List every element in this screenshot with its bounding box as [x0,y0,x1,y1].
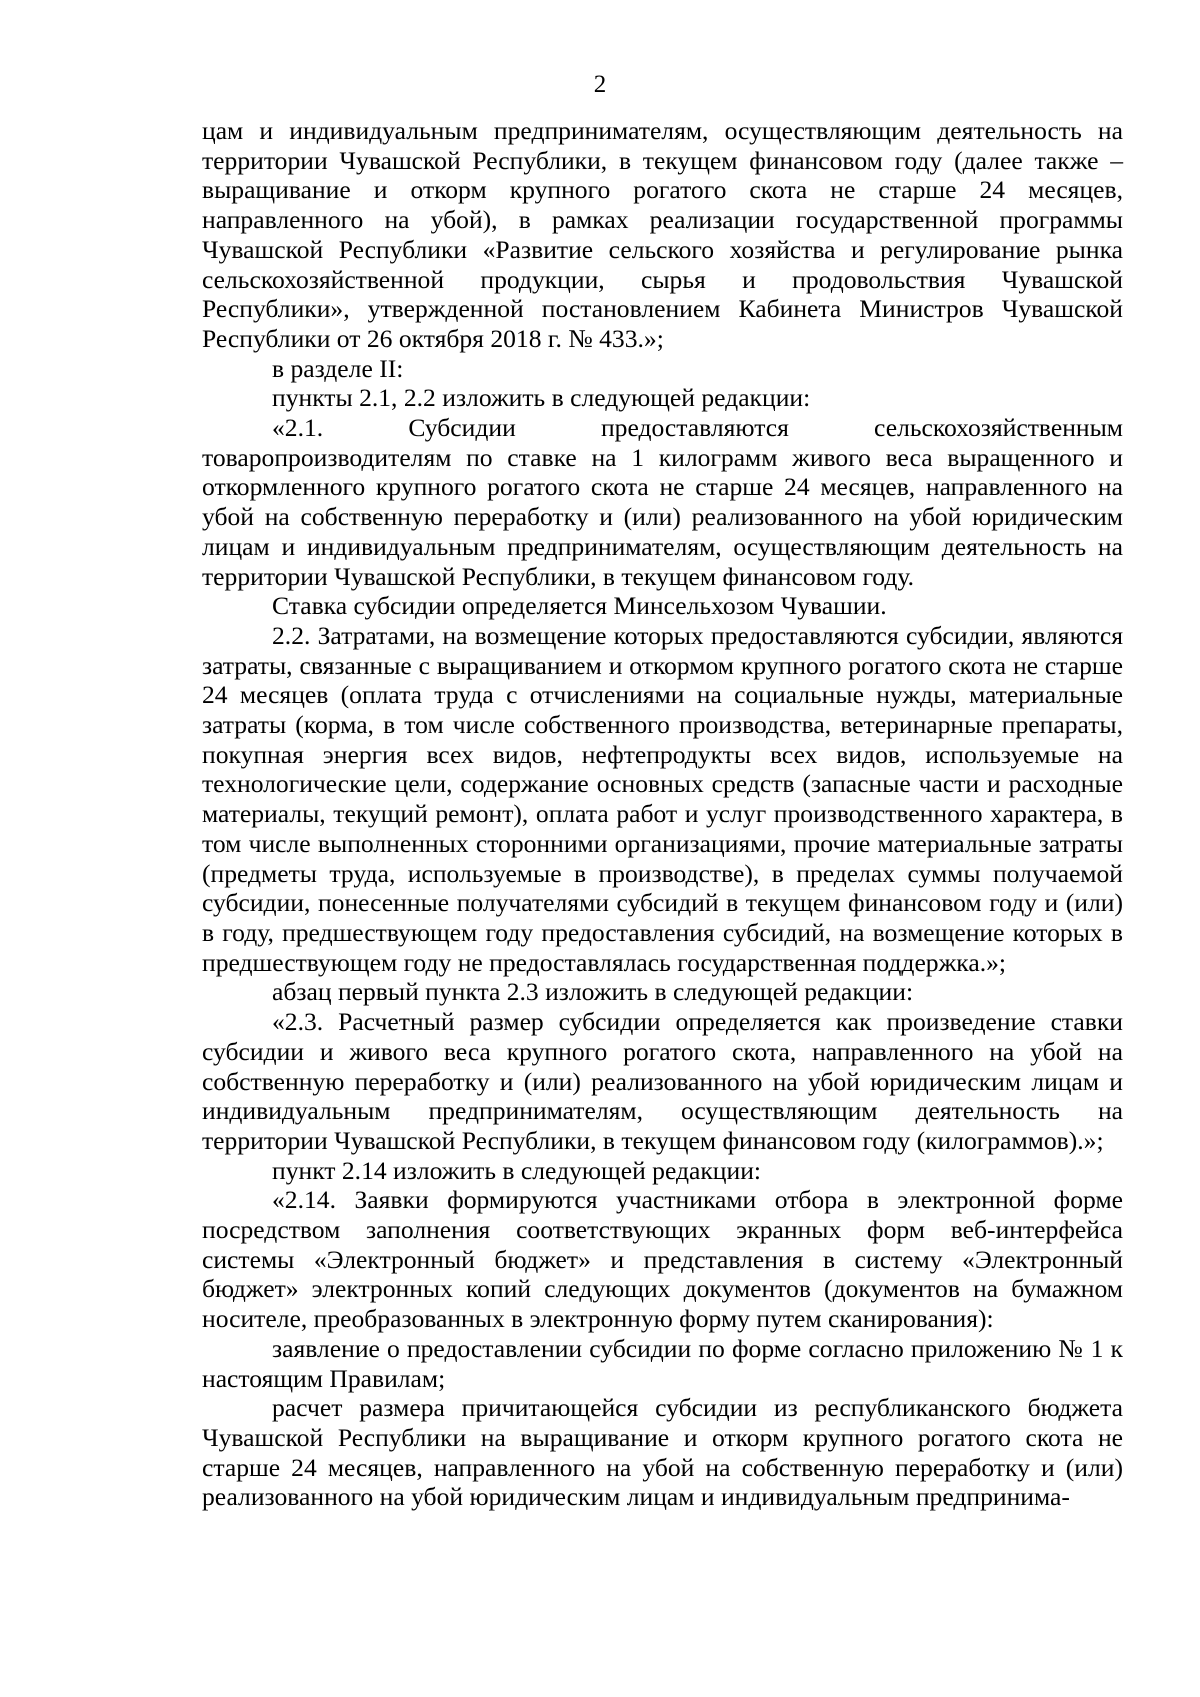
paragraph-application: заявление о предоставлении субсидии по форме согласно приложению № 1 к настоящим Правилам; [202,1333,1123,1393]
paragraph-rate: Ставка субсидии определяется Минсельхозом Чувашии. [272,591,887,621]
paragraph-point-2-3-intro: абзац первый пункта 2.3 изложить в следующей редакции: [272,977,914,1007]
paragraph-point-2-3: «2.3. Расчетный размер субсидии определяется как произведение ставки субсидии и живого веса крупного рогатого скота, направленного на убой на собственную переработку и (или) реализованного на убой юридическим лицам и индивидуальным предпринимателям, осуществляющим деятельность на территории Чувашской Республики, в текущем финансовом году (килограммов).»; [202,1007,1123,1155]
paragraph-point-2-14-intro: пункт 2.14 изложить в следующей редакции: [272,1155,762,1185]
paragraph-point-2-2: 2.2. Затратами, на возмещение которых предоставляются субсидии, являются затраты, связанные с выращиванием и откормом крупного рогатого скота не старше 24 месяцев (оплата труда с отчислениями на социальные нужды, материальные затраты (корма, в том числе собственного производства, ветеринарные препараты, покупная энергия всех видов, нефтепродукты всех видов, используемые на технологические цели, содержание основных средств (запасные части и расходные материалы, текущий ремонт), оплата работ и услуг производственного характера, в том числе выполненных сторонними организациями, прочие материальные затраты (предметы труда, используемые в производстве), в пределах суммы получаемой субсидии, понесенные получателями субсидий в текущем финансовом году и (или) в году, предшествующем году предоставления субсидий, на возмещение которых в предшествующем году не предоставлялась государственная поддержка.»; [202,620,1123,977]
paragraph-points-intro: пункты 2.1, 2.2 изложить в следующей редакции: [272,383,811,413]
paragraph-calculation: расчет размера причитающейся субсидии из республиканского бюджета Чувашской Республики на выращивание и откорм крупного рогатого скота не старше 24 месяцев, направленного на убой на собственную переработку и (или) реализованного на убой юридическим лицам и индивидуальным предпринима- [202,1393,1123,1512]
paragraph-continuation: цам и индивидуальным предпринимателям, осуществляющим деятельность на территории Чувашской Республики, в текущем финансовом году (далее также – выращивание и откорм крупного рогатого скота не старше 24 месяцев, направленного на убой), в рамках реализации государственной программы Чувашской Республики «Развитие сельского хозяйства и регулирование рынка сельскохозяйственной продукции, сырья и продовольствия Чувашской Республики», утвержденной постановлением Кабинета Министров Чувашской Республики от 26 октября 2018 г. № 433.»; [202,116,1123,353]
paragraph-point-2-14: «2.14. Заявки формируются участниками отбора в электронной форме посредством заполнения соответствующих экранных форм веб-интерфейса системы «Электронный бюджет» и представления в систему «Электронный бюджет» электронных копий следующих документов (документов на бумажном носителе, преобразованных в электронную форму путем сканирования): [202,1185,1123,1334]
page-number: 2 [593,71,607,98]
document-body [202,116,1123,1512]
paragraph-point-2-1: «2.1. Субсидии предоставляются сельскохозяйственным товаропроизводителям по ставке на 1 килограмм живого веса выращенного и откормленного крупного рогатого скота не старше 24 месяцев, направленного на убой на собственную переработку и (или) реализованного на убой юридическим лицам и индивидуальным предпринимателям, осуществляющим деятельность на территории Чувашской Республики, в текущем финансовом году. [202,413,1123,591]
paragraph-section-ref: в разделе II: [272,353,404,383]
